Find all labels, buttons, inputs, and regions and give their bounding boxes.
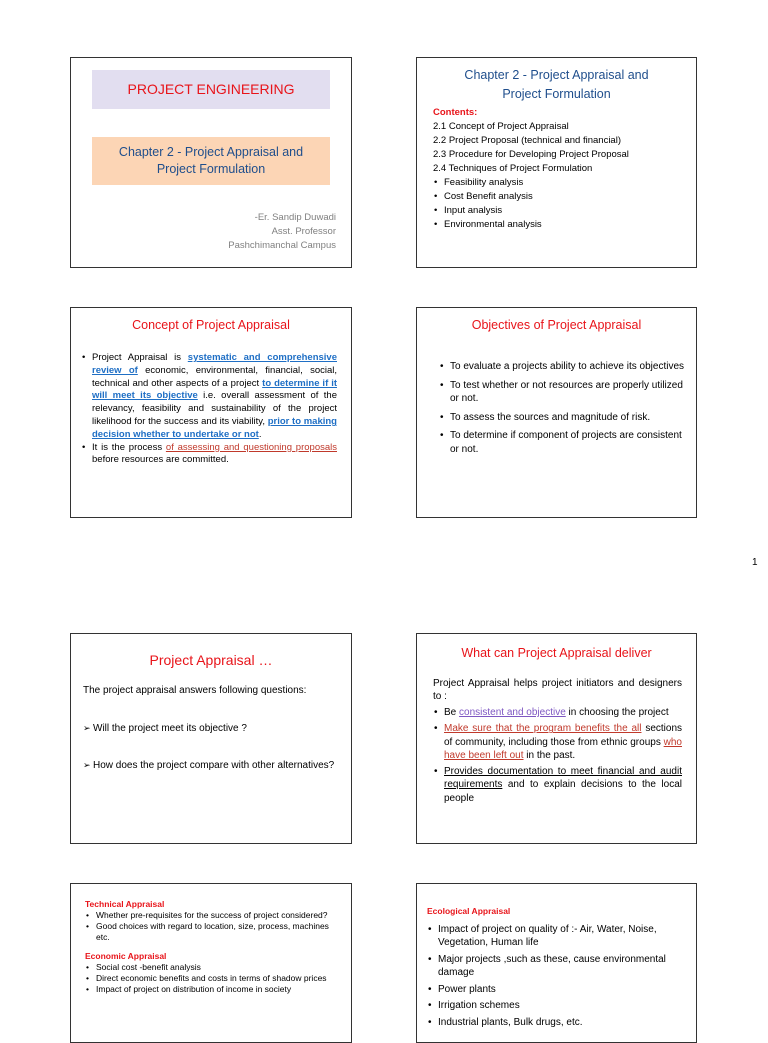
contents-bullet: • Cost Benefit analysis xyxy=(433,190,629,204)
economic-bullet: • Impact of project on distribution of income in society xyxy=(85,984,337,995)
text-run: sections of community, including those from ethnic groups xyxy=(444,723,682,748)
ecological-block xyxy=(427,905,670,1029)
text-run: and to explain decisions to the local people xyxy=(444,779,682,804)
technical-heading: Technical Appraisal xyxy=(85,899,165,909)
contents-line: 2.3 Procedure for Developing Project Proposal xyxy=(433,149,629,160)
text-run: Project Appraisal is xyxy=(92,352,188,363)
slide-title-text: What can Project Appraisal deliver xyxy=(461,646,652,660)
highlight-text: consistent and objective xyxy=(459,707,566,718)
highlight-text: Make sure that the program benefits the all xyxy=(444,723,642,735)
ecological-heading: Ecological Appraisal xyxy=(427,906,511,916)
deliver-bullets xyxy=(433,706,682,805)
ecological-bullet: • Industrial plants, Bulk drugs, etc. xyxy=(427,1016,670,1030)
technical-bullet: • Good choices with regard to location, size, process, machines etc. xyxy=(85,921,337,943)
text-run: before resources are committed. xyxy=(92,454,229,466)
economic-bullet: • Social cost -benefit analysis xyxy=(85,962,337,973)
objective-bullets xyxy=(439,360,686,456)
deliver-bullet xyxy=(433,706,682,719)
economic-bullet: • Direct economic benefits and costs in terms of shadow prices xyxy=(85,973,337,984)
objective-bullet: • To test whether or not resources are properly utilized or not. xyxy=(439,379,686,406)
text-run: in the past. xyxy=(523,749,576,761)
chapter-title: Chapter 2 - Project Appraisal and Project Formulation xyxy=(118,145,304,176)
highlight-text: to determine if it will meet its objective xyxy=(92,377,337,402)
technical-bullet: • Whether pre-requisites for the success of project considered? xyxy=(85,910,337,921)
slide-title-text: Chapter 2 - Project Appraisal and Project Formulation xyxy=(464,68,649,101)
author-name: -Er. Sandip Duwadi xyxy=(254,212,336,223)
text-run: economic, environmental, financial, social, technical and other aspects of a project xyxy=(92,364,337,389)
text-run: Be xyxy=(444,707,460,718)
contents-label: Contents: xyxy=(433,107,478,118)
highlight-text: Provides documentation to meet financial and audit requirements xyxy=(444,766,682,791)
technical-appraisal-block xyxy=(85,899,337,995)
highlight-text: prior to making decision whether to undertake or not xyxy=(92,415,337,440)
concept-bullet xyxy=(81,352,337,442)
slide-title-text: Project Appraisal … xyxy=(149,652,273,668)
ecological-bullet: • Power plants xyxy=(427,983,670,997)
contents-line: 2.1 Concept of Project Appraisal xyxy=(433,121,569,132)
concept-bullets xyxy=(81,352,337,467)
slide-appraisal-questions xyxy=(70,633,352,844)
course-title: PROJECT ENGINEERING xyxy=(127,81,295,97)
course-title-box xyxy=(92,70,330,109)
highlight-text: of assessing and questioning proposals xyxy=(165,441,337,453)
author-block xyxy=(228,211,336,253)
highlight-text: systematic and comprehensive review of xyxy=(92,352,337,376)
text-run: i.e. overall assessment of the relevancy, feasibility and sustainability of the project likelihood for the success and its viability, xyxy=(92,390,338,427)
slide-contents xyxy=(416,57,697,268)
objective-bullet: • To assess the sources and magnitude of risk. xyxy=(439,411,686,425)
contents-bullet: • Input analysis xyxy=(433,204,629,218)
author-campus: Pashchimanchal Campus xyxy=(228,240,336,251)
deliver-intro: Project Appraisal helps project initiators and designers to : xyxy=(433,678,682,702)
deliver-bullet xyxy=(433,722,682,762)
slide-technical-economic xyxy=(70,883,352,1043)
deliver-bullet xyxy=(433,765,682,805)
slide-ecological xyxy=(416,883,697,1043)
text-run: It is the process xyxy=(92,441,166,453)
questions-intro: The project appraisal answers following questions: xyxy=(83,685,307,696)
question-item: ➢ Will the project meet its objective ? xyxy=(83,722,335,736)
slide-title xyxy=(70,57,352,268)
contents-bullet: • Feasibility analysis xyxy=(433,176,629,190)
slide-objectives xyxy=(416,307,697,518)
author-position: Asst. Professor xyxy=(271,226,336,237)
objective-bullet: • To determine if component of projects are consistent or not. xyxy=(439,429,686,456)
text-run: in choosing the project xyxy=(565,707,669,718)
question-item: ➢ How does the project compare with other alternatives? xyxy=(83,759,335,773)
concept-bullet xyxy=(81,442,337,468)
question-list xyxy=(83,722,335,772)
slide-title-text: Objectives of Project Appraisal xyxy=(471,318,642,332)
objective-bullet: • To evaluate a projects ability to achieve its objectives xyxy=(439,360,686,374)
text-run: . xyxy=(258,428,262,440)
page-number: 1 xyxy=(752,557,758,568)
contents-line: 2.2 Project Proposal (technical and financial) xyxy=(433,135,621,146)
ecological-bullet: • Impact of project on quality of :- Air, Water, Noise, Vegetation, Human life xyxy=(427,923,670,950)
slide-deliver xyxy=(416,633,697,844)
slide-title-text: Concept of Project Appraisal xyxy=(132,318,290,332)
economic-heading: Economic Appraisal xyxy=(85,951,167,961)
contents-list xyxy=(433,106,629,232)
ecological-bullet: • Irrigation schemes xyxy=(427,999,670,1013)
contents-bullet: • Environmental analysis xyxy=(433,218,629,232)
highlight-text: who have been left out xyxy=(444,736,682,761)
contents-line: 2.4 Techniques of Project Formulation xyxy=(433,163,593,174)
ecological-bullet: • Major projects ,such as these, cause environmental damage xyxy=(427,953,670,980)
slide-concept xyxy=(70,307,352,518)
chapter-box xyxy=(92,137,330,185)
